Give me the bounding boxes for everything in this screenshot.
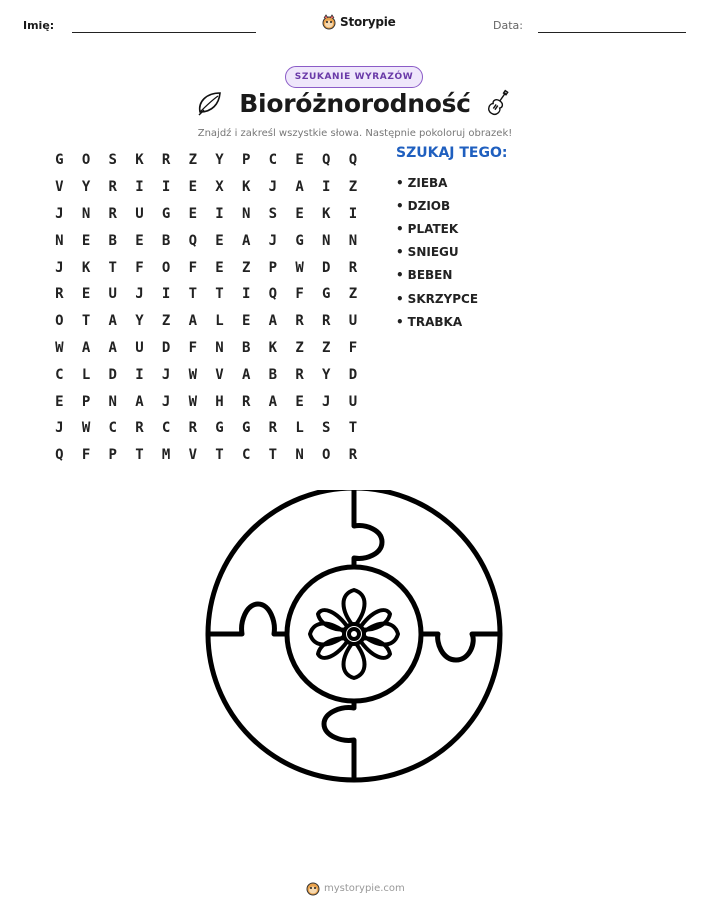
- grid-letter[interactable]: Y: [135, 313, 144, 330]
- grid-letter[interactable]: X: [215, 179, 224, 196]
- grid-letter[interactable]: D: [161, 339, 171, 356]
- grid-letter[interactable]: Q: [55, 447, 64, 464]
- name-line[interactable]: [72, 32, 256, 33]
- grid-letter[interactable]: J: [268, 179, 278, 196]
- grid-letter[interactable]: Z: [241, 259, 251, 276]
- grid-letter[interactable]: R: [268, 420, 278, 437]
- grid-row: [46, 308, 366, 335]
- grid-letter[interactable]: D: [348, 366, 358, 383]
- grid-letter[interactable]: U: [108, 286, 117, 303]
- grid-letter[interactable]: W: [188, 393, 197, 410]
- grid-row: [46, 361, 366, 388]
- name-label: Imię:: [23, 19, 55, 32]
- bullet: •: [396, 198, 404, 213]
- date-label: Data:: [493, 19, 523, 32]
- grid-letter[interactable]: V: [55, 179, 64, 196]
- grid-letter[interactable]: Z: [295, 339, 304, 356]
- bullet: •: [396, 221, 404, 236]
- bullet: •: [396, 175, 404, 190]
- grid-row: [46, 281, 366, 308]
- violin-icon: [482, 88, 512, 122]
- grid-letter[interactable]: B: [108, 232, 117, 249]
- grid-letter[interactable]: Z: [348, 286, 358, 303]
- grid-letter[interactable]: U: [135, 205, 144, 222]
- grid-letter[interactable]: K: [81, 259, 91, 276]
- grid-letter[interactable]: N: [322, 232, 331, 249]
- puzzle-seam-top: [354, 490, 382, 567]
- grid-row: [46, 147, 366, 174]
- grid-letter[interactable]: J: [55, 420, 64, 437]
- grid-row: [46, 415, 366, 442]
- word-list-heading: SZUKAJ TEGO:: [396, 145, 508, 161]
- grid-letter[interactable]: W: [188, 366, 197, 383]
- activity-badge: SZUKANIE WYRAZÓW: [285, 66, 423, 88]
- grid-letter[interactable]: F: [188, 259, 197, 276]
- grid-letter[interactable]: D: [108, 366, 117, 383]
- grid-letter[interactable]: U: [348, 393, 358, 410]
- grid-letter[interactable]: R: [322, 313, 331, 330]
- grid-letter[interactable]: A: [188, 313, 197, 330]
- grid-letter[interactable]: G: [322, 286, 331, 303]
- bullet: •: [396, 314, 404, 329]
- grid-letter[interactable]: J: [161, 393, 171, 410]
- grid-letter[interactable]: I: [241, 286, 251, 303]
- grid-letter[interactable]: N: [81, 205, 91, 222]
- grid-letter[interactable]: U: [135, 339, 144, 356]
- brand-logo: [322, 14, 396, 30]
- grid-letter[interactable]: J: [135, 286, 144, 303]
- grid-letter[interactable]: Q: [188, 232, 197, 249]
- coloring-picture[interactable]: [200, 490, 510, 800]
- grid-letter[interactable]: T: [188, 286, 197, 303]
- grid-letter[interactable]: S: [322, 420, 331, 437]
- word-list: [396, 171, 478, 333]
- grid-letter[interactable]: R: [55, 286, 64, 303]
- grid-letter[interactable]: H: [215, 393, 224, 410]
- word-list-item: [396, 287, 478, 310]
- word-list-item: [396, 171, 478, 194]
- grid-letter[interactable]: T: [108, 259, 117, 276]
- grid-letter[interactable]: S: [268, 205, 278, 222]
- grid-letter[interactable]: J: [55, 259, 64, 276]
- word-label: BEBEN: [407, 268, 453, 283]
- word-list-item: [396, 241, 478, 264]
- grid-letter[interactable]: Z: [322, 339, 331, 356]
- bullet: •: [396, 291, 404, 306]
- grid-letter[interactable]: V: [188, 447, 197, 464]
- grid-letter[interactable]: N: [108, 393, 117, 410]
- grid-letter[interactable]: R: [108, 179, 117, 196]
- grid-letter[interactable]: T: [268, 447, 278, 464]
- grid-letter[interactable]: E: [55, 393, 64, 410]
- grid-letter[interactable]: R: [241, 393, 251, 410]
- grid-letter[interactable]: K: [268, 339, 278, 356]
- storypie-mascot-icon: [306, 880, 320, 896]
- grid-letter[interactable]: Z: [161, 313, 171, 330]
- grid-letter[interactable]: M: [161, 447, 171, 464]
- grid-letter[interactable]: J: [268, 232, 278, 249]
- grid-letter[interactable]: N: [215, 339, 224, 356]
- grid-letter[interactable]: W: [55, 339, 64, 356]
- grid-letter[interactable]: P: [241, 152, 251, 169]
- word-search-grid: [46, 147, 366, 469]
- grid-letter[interactable]: N: [348, 232, 358, 249]
- grid-letter[interactable]: Z: [348, 179, 358, 196]
- grid-letter[interactable]: Q: [268, 286, 278, 303]
- word-label: TRABKA: [407, 314, 463, 329]
- brand-name: Storypie: [340, 15, 396, 29]
- grid-letter[interactable]: R: [348, 447, 358, 464]
- grid-letter[interactable]: A: [81, 339, 91, 356]
- grid-letter[interactable]: T: [135, 447, 144, 464]
- grid-letter[interactable]: L: [215, 313, 224, 330]
- grid-letter[interactable]: E: [188, 179, 197, 196]
- bullet: •: [396, 245, 404, 260]
- grid-row: [46, 335, 366, 362]
- grid-letter[interactable]: J: [55, 205, 64, 222]
- date-line[interactable]: [538, 32, 686, 33]
- word-list-item: [396, 217, 478, 240]
- grid-letter[interactable]: Q: [348, 152, 358, 169]
- grid-letter[interactable]: C: [268, 152, 278, 169]
- grid-letter[interactable]: N: [241, 205, 251, 222]
- word-label: SKRZYPCE: [407, 291, 479, 306]
- grid-letter[interactable]: O: [55, 313, 64, 330]
- instructions: Znajdź i zakreśl wszystkie słowa. Następnie pokoloruj obrazek!: [197, 128, 513, 139]
- grid-letter[interactable]: T: [215, 286, 224, 303]
- grid-row: [46, 442, 366, 469]
- grid-letter[interactable]: C: [55, 366, 64, 383]
- grid-letter[interactable]: C: [161, 420, 171, 437]
- grid-letter[interactable]: G: [161, 205, 171, 222]
- grid-letter[interactable]: P: [268, 259, 278, 276]
- grid-letter[interactable]: T: [215, 447, 224, 464]
- grid-letter[interactable]: J: [161, 366, 171, 383]
- grid-letter[interactable]: F: [188, 339, 197, 356]
- grid-letter[interactable]: T: [81, 313, 91, 330]
- grid-letter[interactable]: K: [135, 152, 144, 169]
- grid-letter[interactable]: E: [188, 205, 197, 222]
- grid-letter[interactable]: A: [108, 339, 117, 356]
- grid-letter[interactable]: Y: [322, 366, 331, 383]
- grid-letter[interactable]: R: [295, 366, 304, 383]
- grid-letter[interactable]: R: [135, 420, 144, 437]
- grid-letter[interactable]: E: [241, 313, 251, 330]
- grid-letter[interactable]: T: [348, 420, 358, 437]
- grid-letter[interactable]: G: [295, 232, 304, 249]
- word-label: SNIEGU: [407, 245, 459, 260]
- grid-letter[interactable]: B: [161, 232, 171, 249]
- grid-letter[interactable]: E: [295, 205, 304, 222]
- grid-letter[interactable]: U: [348, 313, 358, 330]
- grid-letter[interactable]: P: [81, 393, 91, 410]
- grid-letter[interactable]: S: [108, 152, 117, 169]
- grid-letter[interactable]: W: [81, 420, 91, 437]
- grid-letter[interactable]: Q: [322, 152, 331, 169]
- grid-letter[interactable]: A: [295, 179, 304, 196]
- grid-letter[interactable]: E: [215, 259, 224, 276]
- grid-letter[interactable]: A: [241, 366, 251, 383]
- grid-letter[interactable]: E: [215, 232, 224, 249]
- grid-letter[interactable]: W: [295, 259, 304, 276]
- footer: [306, 880, 405, 896]
- grid-letter[interactable]: L: [295, 420, 304, 437]
- grid-letter[interactable]: R: [188, 420, 197, 437]
- grid-letter[interactable]: F: [81, 447, 91, 464]
- grid-letter[interactable]: R: [161, 152, 171, 169]
- puzzle-seam-bottom: [324, 701, 354, 780]
- page-title: Bioróżnorodność: [239, 89, 471, 118]
- grid-letter[interactable]: P: [108, 447, 117, 464]
- grid-letter[interactable]: A: [241, 232, 251, 249]
- grid-letter[interactable]: L: [81, 366, 91, 383]
- grid-letter[interactable]: V: [215, 366, 224, 383]
- word-label: ZIEBA: [407, 175, 448, 190]
- grid-letter[interactable]: O: [81, 152, 91, 169]
- grid-letter[interactable]: K: [322, 205, 331, 222]
- bullet: •: [396, 268, 404, 283]
- grid-row: [46, 201, 366, 228]
- grid-row: [46, 388, 366, 415]
- grid-letter[interactable]: O: [161, 259, 171, 276]
- grid-letter[interactable]: A: [108, 313, 117, 330]
- grid-letter[interactable]: N: [295, 447, 304, 464]
- word-list-item: [396, 194, 478, 217]
- grid-letter[interactable]: B: [241, 339, 251, 356]
- grid-letter[interactable]: R: [295, 313, 304, 330]
- grid-letter[interactable]: R: [348, 259, 358, 276]
- grid-letter[interactable]: I: [135, 366, 144, 383]
- grid-letter[interactable]: I: [348, 205, 358, 222]
- flower-icon: [310, 590, 398, 678]
- word-list-item: [396, 310, 478, 333]
- grid-letter[interactable]: B: [268, 366, 278, 383]
- grid-letter[interactable]: F: [348, 339, 358, 356]
- word-label: DZIOB: [407, 198, 451, 213]
- grid-letter[interactable]: I: [161, 286, 171, 303]
- grid-row: [46, 174, 366, 201]
- grid-letter[interactable]: A: [268, 393, 278, 410]
- word-list-item: [396, 264, 478, 287]
- footer-url: mystorypie.com: [324, 882, 405, 894]
- puzzle-seam-right: [421, 634, 500, 660]
- grid-letter[interactable]: Z: [188, 152, 197, 169]
- grid-letter[interactable]: A: [135, 393, 144, 410]
- grid-letter[interactable]: G: [241, 420, 251, 437]
- grid-letter[interactable]: A: [268, 313, 278, 330]
- grid-letter[interactable]: G: [55, 152, 64, 169]
- storypie-mascot-icon: [322, 14, 336, 30]
- grid-letter[interactable]: D: [322, 259, 331, 276]
- grid-letter[interactable]: E: [81, 286, 91, 303]
- grid-letter[interactable]: I: [215, 205, 224, 222]
- grid-letter[interactable]: Y: [215, 152, 224, 169]
- grid-letter[interactable]: G: [215, 420, 224, 437]
- grid-row: [46, 254, 366, 281]
- leaf-icon: [196, 90, 228, 118]
- grid-letter[interactable]: K: [241, 179, 251, 196]
- puzzle-seam-left: [208, 604, 287, 634]
- word-label: PLATEK: [407, 221, 459, 236]
- grid-letter[interactable]: C: [241, 447, 251, 464]
- grid-letter[interactable]: N: [55, 232, 64, 249]
- grid-letter[interactable]: E: [295, 393, 304, 410]
- grid-letter[interactable]: C: [108, 420, 117, 437]
- grid-letter[interactable]: F: [295, 286, 304, 303]
- grid-letter[interactable]: E: [135, 232, 144, 249]
- grid-letter[interactable]: I: [322, 179, 331, 196]
- grid-letter[interactable]: R: [108, 205, 117, 222]
- grid-letter[interactable]: F: [135, 259, 144, 276]
- grid-letter[interactable]: E: [295, 152, 304, 169]
- grid-letter[interactable]: E: [81, 232, 91, 249]
- grid-letter[interactable]: O: [322, 447, 331, 464]
- grid-row: [46, 227, 366, 254]
- grid-letter[interactable]: Y: [81, 179, 91, 196]
- grid-letter[interactable]: I: [135, 179, 144, 196]
- grid-letter[interactable]: J: [322, 393, 331, 410]
- grid-letter[interactable]: I: [161, 179, 171, 196]
